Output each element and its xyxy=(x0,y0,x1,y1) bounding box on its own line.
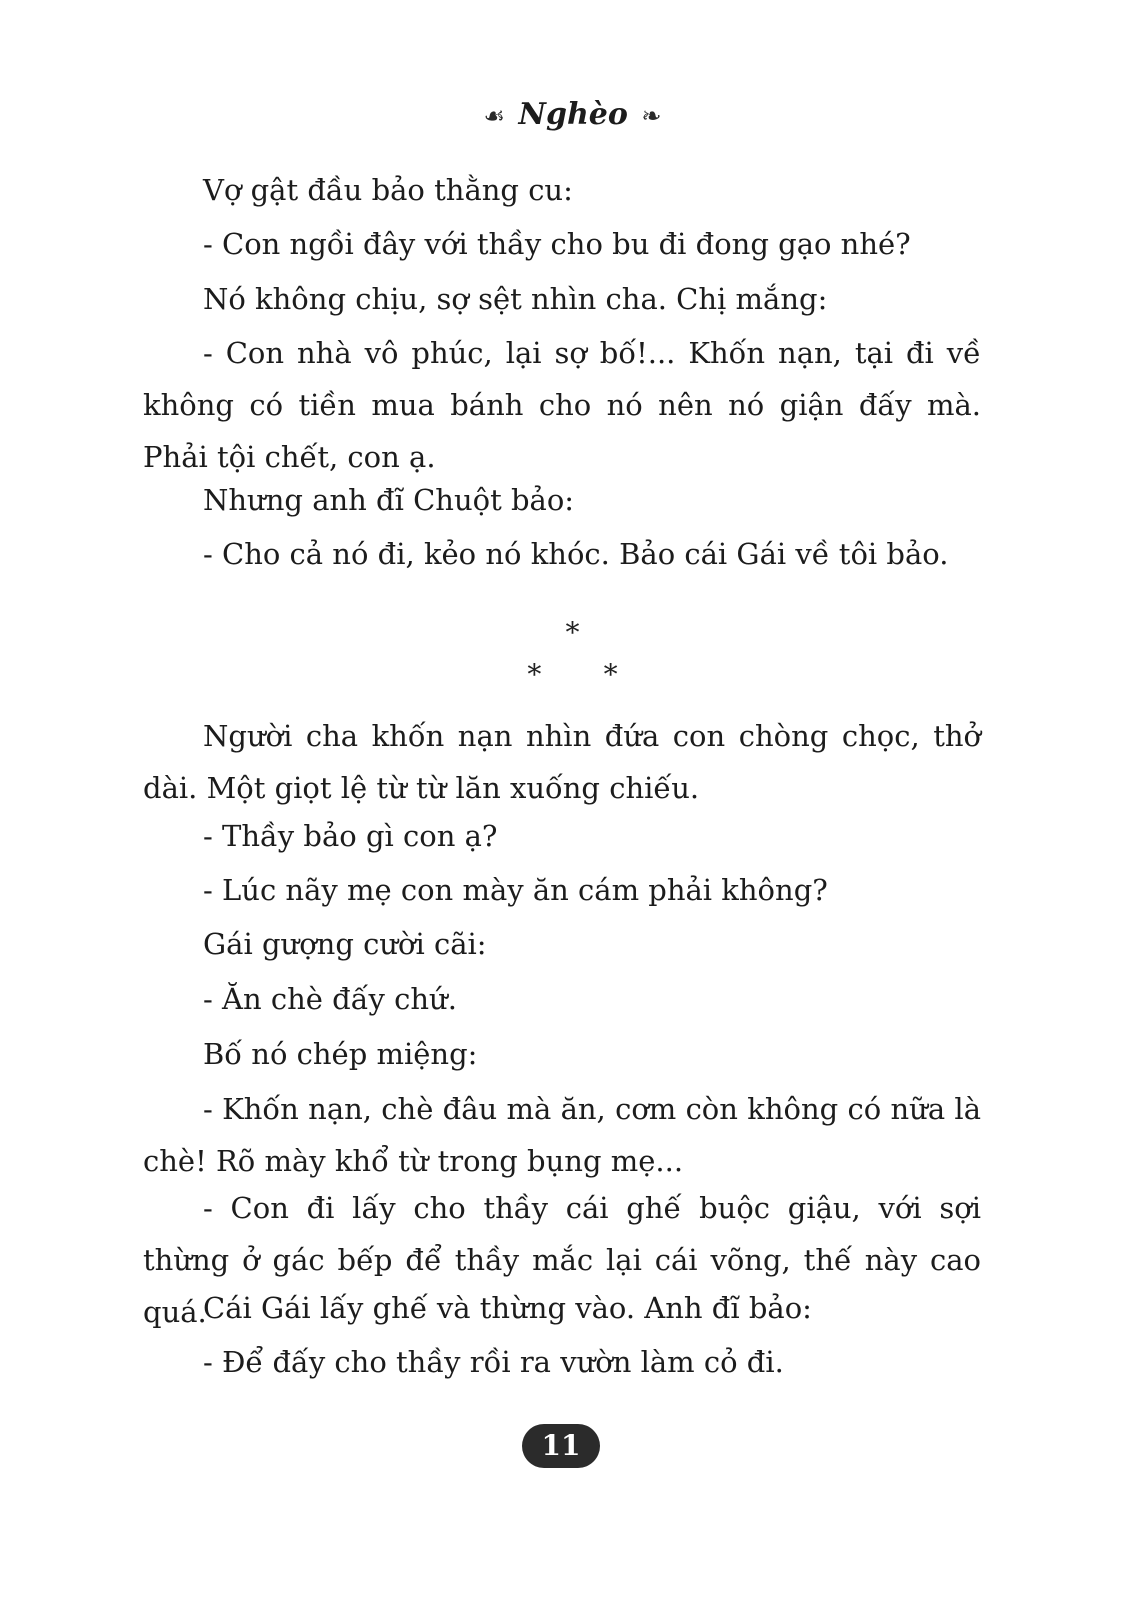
page-number-badge: 11 xyxy=(522,1424,600,1468)
paragraph-16: - Để đấy cho thầy rồi ra vườn làm cỏ đi. xyxy=(203,1345,784,1379)
right-ornament-icon: ❧ xyxy=(641,102,662,130)
paragraph-10: Gái gượng cười cãi: xyxy=(203,927,487,961)
paragraph-8: - Thầy bảo gì con ạ? xyxy=(203,819,498,853)
paragraph-3: Nó không chịu, sợ sệt nhìn cha. Chị mắng: xyxy=(203,282,828,316)
paragraph-14: - Con đi lấy cho thầy cái ghế buộc giậu, với sợi thừng ở gác bếp để thầy mắc lại cái võng, thế này cao quá. xyxy=(143,1191,981,1329)
section-separator-bottom: * * xyxy=(527,658,618,691)
section-separator-top: * xyxy=(565,616,580,649)
paragraph-15: Cái Gái lấy ghế và thừng vào. Anh đĩ bảo: xyxy=(203,1291,812,1325)
paragraph-4: - Con nhà vô phúc, lại sợ bố!... Khốn nạn, tại đi về không có tiền mua bánh cho nó nên nó giận đấy mà. Phải tội chết, con ạ. xyxy=(143,336,981,474)
paragraph-12: Bố nó chép miệng: xyxy=(203,1037,478,1071)
paragraph-7: Người cha khốn nạn nhìn đứa con chòng chọc, thở dài. Một giọt lệ từ từ lăn xuống chiếu. xyxy=(143,719,981,805)
paragraph-6: - Cho cả nó đi, kẻo nó khóc. Bảo cái Gái về tôi bảo. xyxy=(203,537,949,571)
chapter-title: Nghèo xyxy=(518,97,628,132)
paragraph-2: - Con ngồi đây với thầy cho bu đi đong gạo nhé? xyxy=(203,227,911,261)
paragraph-1: Vợ gật đầu bảo thằng cu: xyxy=(203,173,573,207)
running-header xyxy=(0,95,1145,136)
paragraph-5: Nhưng anh đĩ Chuột bảo: xyxy=(203,483,575,517)
paragraph-9: - Lúc nãy mẹ con mày ăn cám phải không? xyxy=(203,873,828,907)
left-ornament-icon: ☙ xyxy=(483,102,505,130)
paragraph-11: - Ăn chè đấy chứ. xyxy=(203,982,457,1016)
paragraph-13: - Khốn nạn, chè đâu mà ăn, cơm còn không có nữa là chè! Rõ mày khổ từ trong bụng mẹ... xyxy=(143,1092,981,1178)
